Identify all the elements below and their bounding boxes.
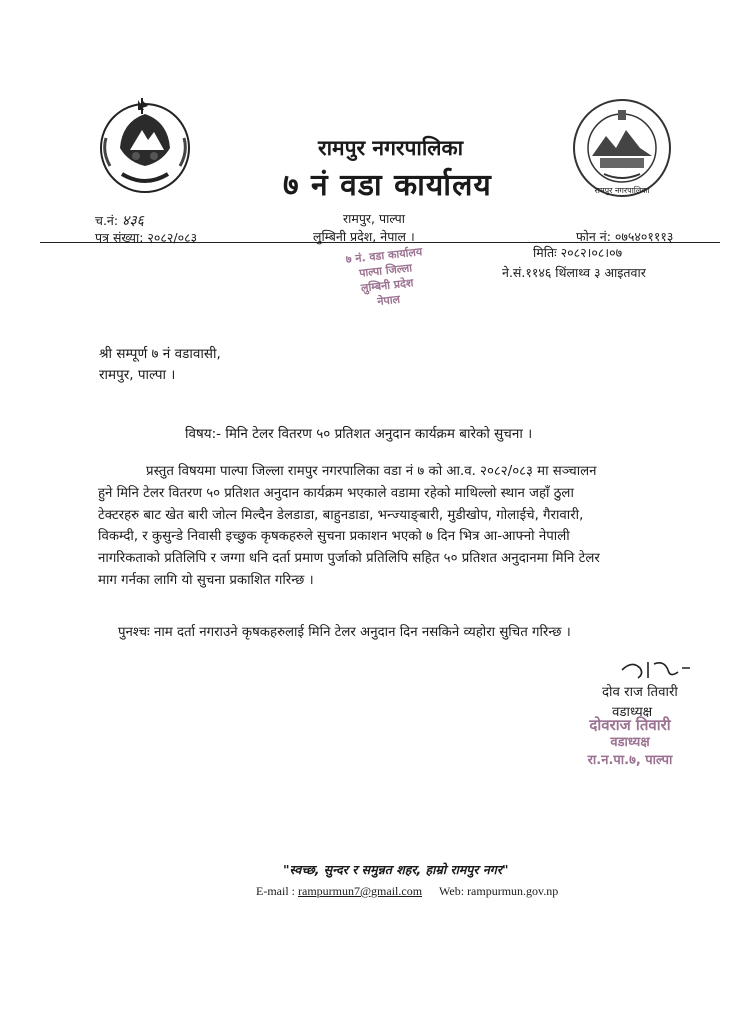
recipient [99,344,221,386]
office-stamp-line3: लुम्बिनी प्रदेश [360,276,414,295]
office-stamp-line2: पाल्पा जिल्ला [358,261,413,280]
header-divider [40,242,720,243]
office-stamp-line4: नेपाल [376,292,401,309]
signature-stamp-line1: दोवराज तिवारी [589,716,671,734]
address-line1: रामपुर, पाल्पा [343,211,406,226]
footer-contact [256,884,558,899]
signature-stamp-line2: वडाध्यक्ष [610,735,650,750]
office-title: ७ नं वडा कार्यालय [283,168,492,203]
body-line: टेक्टरहरु बाट खेत बारी जोत्न मिल्दैन डेलडाडा, बाहुनडाडा, भन्ज्याङ्बारी, मुडीखोप, गोलाईचे, गैरावारी, [98,507,584,523]
signatory-name: दोव राज तिवारी [602,685,678,700]
body-line: माग गर्नका लागि यो सुचना प्रकाशित गरिन्छ । [98,572,314,588]
date-label: मितिः [533,245,557,260]
signatory-title: वडाध्यक्ष [612,705,653,720]
email-label: E-mail : [256,884,295,898]
signature-stamp [560,716,700,770]
phone-value: ०७५४०१११३ [614,229,674,244]
recipient-line2: रामपुर, पाल्पा । [99,367,176,383]
web-link[interactable]: rampurmun.gov.np [467,884,559,898]
postscript: पुनश्चः नाम दर्ता नगराउने कृषकहरुलाई मिनि टेलर अनुदान दिन नसकिने व्यहोरा सुचित गरिन्छ । [118,625,571,640]
signature-stamp-line3: रा.न.पा.७, पाल्पा [587,753,673,768]
ref-no [95,211,144,230]
recipient-line1: श्री सम्पूर्ण ७ नं वडावासी, [99,346,221,362]
rampur-municipality-emblem-icon [570,96,674,200]
letter-no-value: २०८२/०८३ [147,230,198,245]
ref-no-label: च.नं: [95,213,119,228]
date-value: २०८२।०८।०७ [560,245,623,260]
body-line: हुने मिनि टेलर वितरण ५० प्रतिशत अनुदान कार्यक्रम भएकाले वडामा रहेको माथिल्लो स्थान जहाँ ठुला [98,485,574,501]
ref-no-value: ४३६ [122,213,144,229]
body-line: विकम्दी, र कुसुन्डे निवासी इच्छुक कृषकहरुले सुचना प्रकाशन भएको ७ दिन भित्र आ-आफ्नो नेपाली [98,529,570,545]
footer-slogan: "स्वच्छ, सुन्दर र समुन्नत शहर, हाम्रो रामपुर नगर" [283,862,509,877]
right-emblem-text: रामपुर नगरपालिका [594,186,650,195]
date [533,244,622,261]
body-paragraph [98,461,670,592]
office-stamp-line1: ७ नं. वडा कार्यालय [345,245,423,267]
nepal-emblem-icon [92,92,198,198]
address-line2: लुम्बिनी प्रदेश, नेपाल । [313,229,415,244]
body-line: नागरिकताको प्रतिलिपि र जग्गा धनि दर्ता प्रमाण पुर्जाको प्रतिलिपि सहित ५० प्रतिशत अनुदानमा मिनि टेलर [98,551,600,567]
email-link[interactable]: rampurmun7@gmail.com [298,884,423,898]
phone-label: फोन नं: [576,229,611,244]
subject: विषय:- मिनि टेलर वितरण ५० प्रतिशत अनुदान कार्यक्रम बारेको सुचना । [185,426,533,442]
web-label: Web: [439,884,465,898]
letter-no [95,229,197,246]
signature-icon [618,656,694,682]
office-stamp [329,242,446,325]
body-line: प्रस्तुत विषयमा पाल्पा जिल्ला रामपुर नगरपालिका वडा नं ७ को आ.व. २०८२/०८३ मा सञ्चालन [146,464,597,479]
letter-no-label: पत्र संख्या: [95,230,144,245]
municipality-title: रामपुर नगरपालिका [318,136,464,160]
nepal-sambat-date: ने.सं.११४६ थिंलाथ्व ३ आइतवार [502,265,646,280]
